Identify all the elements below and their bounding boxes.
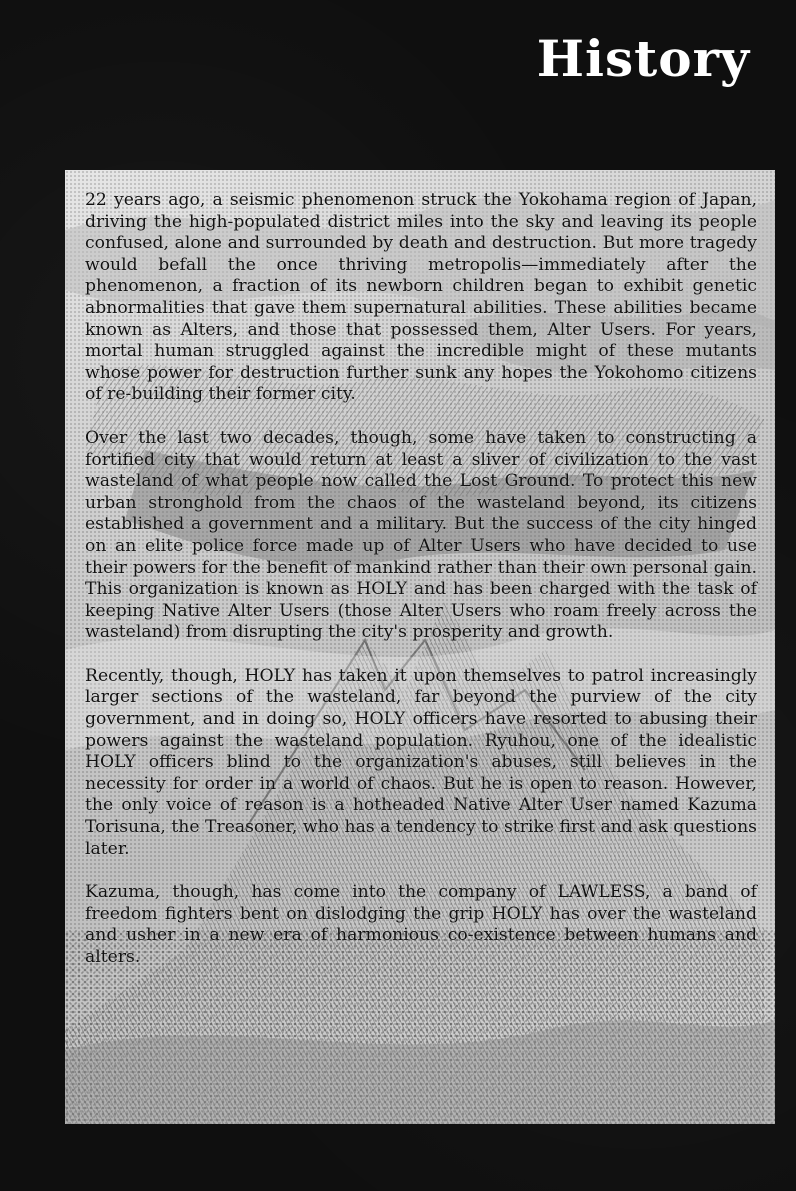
paragraph-holy-abuses: Recently, though, HOLY has taken it upon themselves to patrol increasingly larger sections of the wasteland, far beyond the purview of the city government, and in doing so, HOLY officers have resorted to abusing their powers against the wasteland population. Ryuhou, one of the idealistic HOLY officers blind to the organization's abuses, still believes in the necessity for order in a world of chaos. But he is open to reason. However, the only voice of reason is a hotheaded Native Alter User named Kazuma Torisuna, the Treasoner, who has a tendency to strike first and ask questions later.: [85, 665, 757, 859]
history-text-panel: [65, 170, 775, 1124]
page-title: History: [536, 29, 750, 88]
paragraph-lost-ground: Over the last two decades, though, some have taken to constructing a fortified city that would return at least a sliver of civilization to the vast wasteland of what people now called the Lost Ground. To protect this new urban stronghold from the chaos of the wasteland beyond, its citizens established a government and a military. But the success of the city hinged on an elite police force made up of Alter Users who have decided to use their powers for the benefit of mankind rather than their own personal gain. This organization is known as HOLY and has been charged with the task of keeping Native Alter Users (those Alter Users who roam freely across the wasteland) from disrupting the city's prosperity and growth.: [85, 427, 757, 643]
paragraph-origin: 22 years ago, a seismic phenomenon struck the Yokohama region of Japan, driving the high-populated district miles into the sky and leaving its people confused, alone and surrounded by death and destruction. But more tragedy would befall the once thriving metropolis—immediately after the phenomenon, a fraction of its newborn children began to exhibit genetic abnormalities that gave them supernatural abilities. These abilities became known as Alters, and those that possessed them, Alter Users. For years, mortal human struggled against the incredible might of these mutants whose power for destruction further sunk any hopes the Yokohomo citizens of re-building their former city.: [85, 190, 757, 405]
paragraph-lawless: Kazuma, though, has come into the company of LAWLESS, a band of freedom fighters bent on dislodging the grip HOLY has over the wasteland and usher in a new era of harmonious co-existence between humans and alters.: [85, 882, 757, 967]
history-text: [85, 190, 757, 991]
